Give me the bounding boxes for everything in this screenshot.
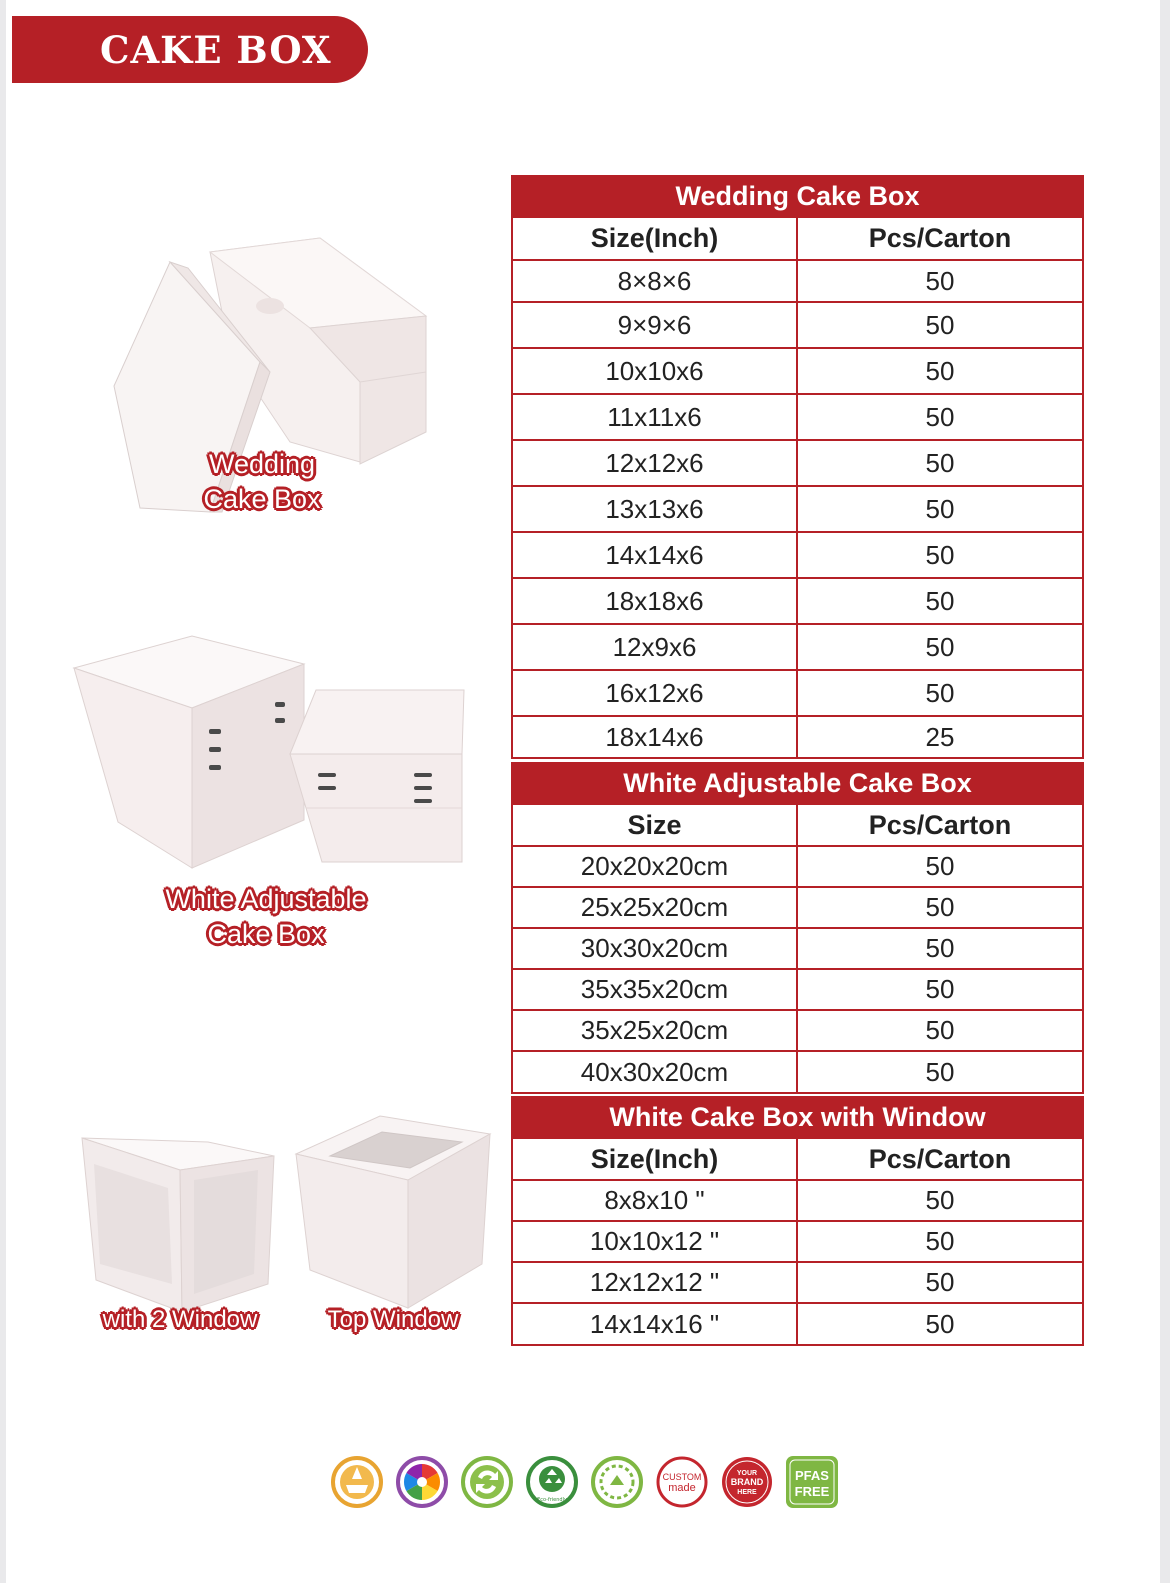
pcs-cell: 50 [925,1185,955,1215]
your-brand-here-icon [720,1455,774,1509]
brand-line-1: YOUR [736,1470,758,1477]
table-header-row [513,1139,1082,1181]
table-row [513,1181,1082,1222]
pcs-cell: 25 [925,721,955,752]
size-cell: 16x12x6 [513,671,798,715]
label-line: White Adjustable [165,884,367,914]
page-title: CAKE BOX [100,28,332,72]
label-line: with 2 Window [102,1306,258,1333]
size-cell: 10x10x12 " [513,1222,798,1261]
pcs-cell: 50 [925,892,955,922]
table-row [513,671,1082,717]
title-banner [12,16,368,83]
brand-line-2: BRAND [730,1477,764,1487]
pcs-cell: 50 [925,933,955,963]
pcs-cell: 50 [925,401,955,432]
size-cell: 12x9x6 [513,625,798,669]
size-cell: 8x8x10 " [513,1181,798,1220]
table-row [513,1222,1082,1263]
column-header-size: Size [513,805,798,845]
column-header-pcs: Pcs/Carton [868,223,1012,253]
size-cell: 14x14x16 " [513,1304,798,1344]
pcs-cell: 50 [925,539,955,570]
color-wheel-icon [395,1455,449,1509]
eco-friendly-text: Eco-friendly [537,1497,567,1503]
pcs-cell: 50 [925,355,955,386]
table-row [513,888,1082,929]
pcs-cell: 50 [925,1056,955,1087]
pcs-cell: 50 [925,493,955,524]
custom-text: CUSTOM [662,1472,702,1482]
adjustable-cake-box-label [146,882,386,952]
pcs-cell: 50 [925,585,955,616]
table-header-row [513,805,1082,847]
table-row [513,533,1082,579]
table-row [513,261,1082,303]
table-row [513,303,1082,349]
column-header-pcs: Pcs/Carton [868,809,1012,840]
size-cell: 18x14x6 [513,717,798,757]
column-header-pcs: Pcs/Carton [868,1143,1012,1174]
wedding-cake-box-table [511,175,1084,759]
size-cell: 13x13x6 [513,487,798,531]
brand-line-3: HERE [737,1489,757,1496]
table-row [513,625,1082,671]
size-cell: 8×8×6 [513,261,798,301]
two-window-label [90,1302,270,1337]
pcs-cell: 50 [925,265,955,296]
size-cell: 12x12x12 " [513,1263,798,1302]
table-row [513,1011,1082,1052]
pcs-cell: 50 [925,1308,955,1339]
top-window-cake-box-image [292,1114,494,1310]
table-heading: White Adjustable Cake Box [513,762,1082,805]
adjustable-cake-box-table [511,762,1084,1094]
two-window-cake-box-image [78,1134,276,1318]
label-line: Wedding [208,449,316,479]
food-safe-icon [330,1455,384,1509]
size-cell: 11x11x6 [513,395,798,439]
page [6,0,1160,1583]
size-cell: 35x35x20cm [513,970,798,1009]
top-window-label [318,1302,468,1337]
table-row [513,579,1082,625]
pcs-cell: 50 [925,631,955,662]
table-body [513,847,1082,1094]
table-row [513,487,1082,533]
pcs-cell: 50 [925,974,955,1004]
custom-made-icon [655,1455,709,1509]
adjustable-cake-box-small-image [286,688,468,864]
table-heading: White Cake Box with Window [513,1096,1082,1139]
table-heading: Wedding Cake Box [513,175,1082,218]
size-cell: 35x25x20cm [513,1011,798,1050]
pcs-cell: 50 [925,447,955,478]
label-line: Cake Box [203,484,321,514]
label-line: Cake Box [207,919,325,949]
table-row [513,1263,1082,1304]
column-header-size: Size(Inch) [513,218,798,259]
table-row [513,970,1082,1011]
table-row [513,717,1082,759]
pcs-cell: 50 [925,851,955,881]
pcs-cell: 50 [925,1226,955,1256]
size-cell: 40x30x20cm [513,1052,798,1092]
table-header-row [513,218,1082,261]
pcs-cell: 50 [925,309,955,340]
pcs-cell: 50 [925,1015,955,1045]
table-row [513,349,1082,395]
table-row [513,441,1082,487]
size-cell: 12x12x6 [513,441,798,485]
window-cake-box-table [511,1096,1084,1346]
size-cell: 20x20x20cm [513,847,798,886]
adjustable-cake-box-large-image [72,632,308,872]
pfas-text: PFAS [795,1468,829,1483]
table-row [513,1304,1082,1346]
size-cell: 25x25x20cm [513,888,798,927]
eco-friendly-icon [525,1455,579,1509]
table-body [513,261,1082,759]
size-cell: 10x10x6 [513,349,798,393]
certification-icons [330,1455,839,1511]
label-line: Top Window [327,1306,459,1333]
size-cell: 9×9×6 [513,303,798,347]
pcs-cell: 50 [925,1267,955,1297]
table-row [513,847,1082,888]
recycle-arrows-icon [460,1455,514,1509]
pcs-cell: 50 [925,677,955,708]
free-text: FREE [794,1484,830,1499]
table-row [513,1052,1082,1094]
made-text: made [668,1482,696,1494]
size-cell: 18x18x6 [513,579,798,623]
table-body [513,1181,1082,1346]
column-header-size: Size(Inch) [513,1139,798,1179]
size-cell: 30x30x20cm [513,929,798,968]
wedding-cake-box-label [182,447,342,517]
pfas-free-icon [785,1455,839,1509]
table-row [513,395,1082,441]
compostable-icon [590,1455,644,1509]
table-row [513,929,1082,970]
size-cell: 14x14x6 [513,533,798,577]
